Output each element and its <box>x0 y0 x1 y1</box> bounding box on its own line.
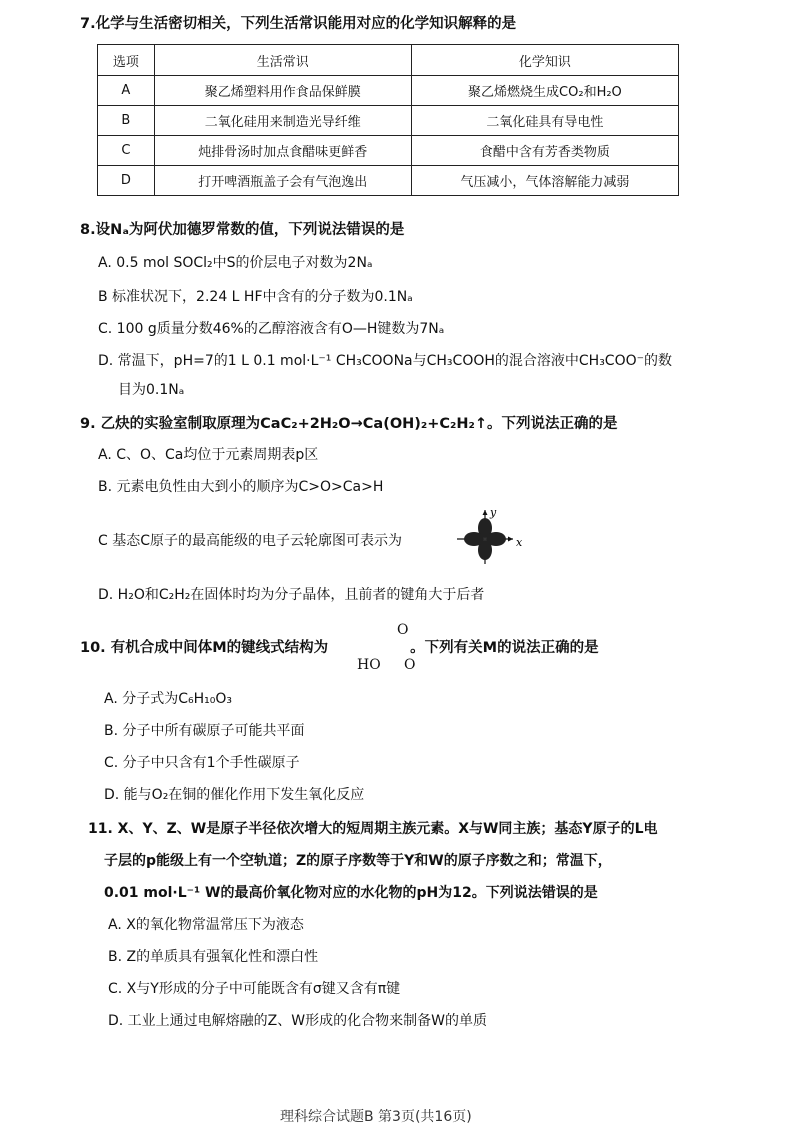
q7-table <box>97 44 679 196</box>
q9-option-b: B. 元素电负性由大到小的顺序为C>O>Ca>H <box>98 479 384 495</box>
q8-option-a: A. 0.5 mol SOCl₂中S的价层电子对数为2Nₐ <box>98 255 373 271</box>
q8-option-d-cont: 目为0.1Nₐ <box>118 382 185 398</box>
row-chem: 食醋中含有芳香类物质 <box>411 136 678 166</box>
q7-stem: 7.化学与生活密切相关，下列生活常识能用对应的化学知识解释的是 <box>80 16 517 32</box>
q10-stem-post: 。下列有关M的说法正确的是 <box>410 640 599 656</box>
q10-stem-pre: 10. 有机合成中间体M的键线式结构为 <box>80 640 329 656</box>
q9-option-a: A. C、O、Ca均位于元素周期表p区 <box>98 447 319 463</box>
row-chem: 二氧化硅具有导电性 <box>411 106 678 136</box>
q11-option-c: C. X与Y形成的分子中可能既含有σ键又含有π键 <box>108 981 401 997</box>
q11-option-a: A. X的氧化物常温常压下为液态 <box>108 917 304 933</box>
table-header-row <box>98 45 679 76</box>
row-option: B <box>98 106 155 136</box>
q9-option-c: C 基态C原子的最高能级的电子云轮廓图可表示为 <box>98 533 402 549</box>
q11-option-b: B. Z的单质具有强氧化性和漂白性 <box>108 949 319 965</box>
structure-o-top: O <box>397 622 409 638</box>
header-option: 选项 <box>98 45 155 76</box>
axis-x-label: x <box>516 536 523 549</box>
q10-option-a: A. 分子式为C₆H₁₀O₃ <box>104 691 233 707</box>
q11-stem-line2: 子层的p能级上有一个空轨道；Z的原子序数等于Y和W的原子序数之和；常温下， <box>104 853 612 869</box>
table-row <box>98 76 679 106</box>
q10-option-b: B. 分子中所有碳原子可能共平面 <box>104 723 305 739</box>
row-chem: 气压减小，气体溶解能力减弱 <box>411 166 678 196</box>
q8-option-c: C. 100 g质量分数46%的乙醇溶液含有O—H键数为7Nₐ <box>98 321 445 337</box>
q8-option-b: B 标准状况下，2.24 L HF中含有的分子数为0.1Nₐ <box>98 289 413 305</box>
page-footer: 理科综合试题B 第3页(共16页) <box>280 1109 472 1125</box>
axis-y-label: y <box>490 506 497 519</box>
table-row <box>98 106 679 136</box>
q9-option-d: D. H₂O和C₂H₂在固体时均为分子晶体，且前者的键角大于后者 <box>98 587 485 603</box>
row-life: 聚乙烯塑料用作食品保鲜膜 <box>154 76 411 106</box>
row-option: D <box>98 166 155 196</box>
q10-option-d: D. 能与O₂在铜的催化作用下发生氧化反应 <box>104 787 365 803</box>
structure-ho: HO <box>357 657 381 673</box>
q10-stem <box>80 636 599 657</box>
header-life: 生活常识 <box>154 45 411 76</box>
row-life: 打开啤酒瓶盖子会有气泡逸出 <box>154 166 411 196</box>
row-life: 炖排骨汤时加点食醋味更鲜香 <box>154 136 411 166</box>
table-row <box>98 166 679 196</box>
row-option: C <box>98 136 155 166</box>
q8-option-d: D. 常温下，pH=7的1 L 0.1 mol·L⁻¹ CH₃COONa与CH₃COOH的混合溶液中CH₃COO⁻的数 <box>98 353 673 369</box>
row-option: A <box>98 76 155 106</box>
q9-stem: 9. 乙炔的实验室制取原理为CaC₂+2H₂O→Ca(OH)₂+C₂H₂↑。下列说法正确的是 <box>80 416 618 432</box>
header-chem: 化学知识 <box>411 45 678 76</box>
structure-o-bottom: O <box>404 657 416 673</box>
q11-stem-line3: 0.01 mol·L⁻¹ W的最高价氧化物对应的水化物的pH为12。下列说法错误的是 <box>104 885 598 901</box>
q8-stem: 8.设Nₐ为阿伏加德罗常数的值，下列说法错误的是 <box>80 222 405 238</box>
row-chem: 聚乙烯燃烧生成CO₂和H₂O <box>411 76 678 106</box>
row-life: 二氧化硅用来制造光导纤维 <box>154 106 411 136</box>
table-row <box>98 136 679 166</box>
q11-option-d: D. 工业上通过电解熔融的Z、W形成的化合物来制备W的单质 <box>108 1013 487 1029</box>
q10-option-c: C. 分子中只含有1个手性碳原子 <box>104 755 300 771</box>
q11-stem-line1: 11. X、Y、Z、W是原子半径依次增大的短周期主族元素。X与W同主族；基态Y原子的L电 <box>88 821 658 837</box>
p-orbital-cloud-diagram <box>455 506 525 566</box>
